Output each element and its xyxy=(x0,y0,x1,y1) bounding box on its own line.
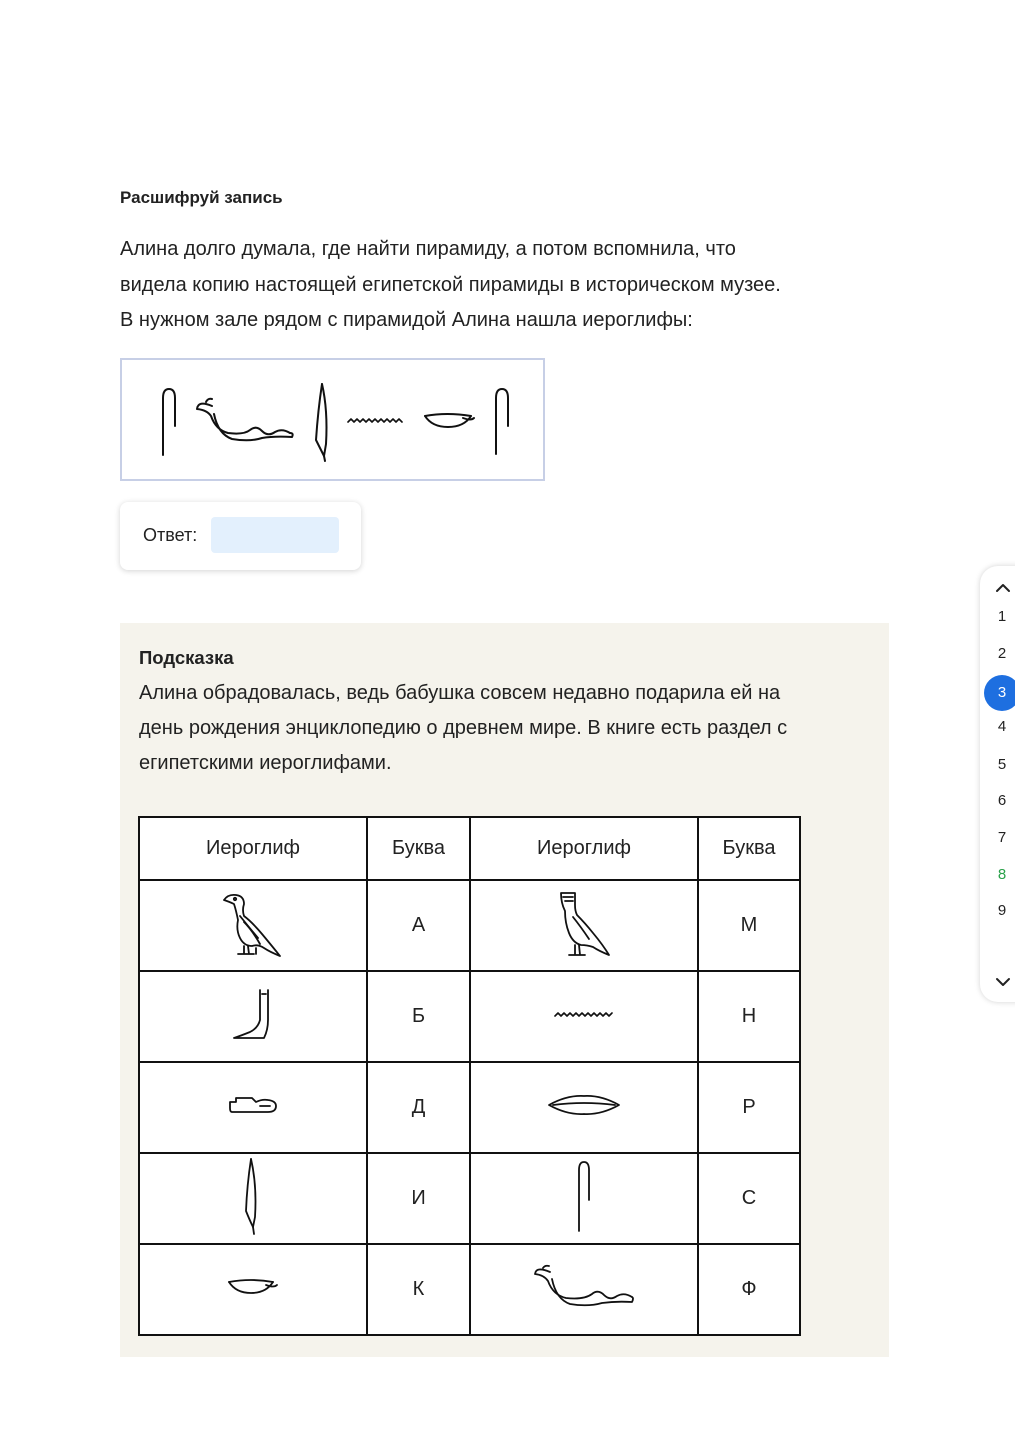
glyph-cell xyxy=(470,880,698,971)
table-row xyxy=(139,971,800,1062)
table-row xyxy=(139,1062,800,1153)
hint-text xyxy=(139,676,879,781)
table-row xyxy=(139,1244,800,1335)
table-row xyxy=(139,1153,800,1244)
basket-glyph xyxy=(226,1276,280,1298)
nav-item-4[interactable]: 4 xyxy=(997,718,1007,735)
letter-cell: Б xyxy=(367,971,470,1062)
answer-card xyxy=(120,502,361,570)
hieroglyph-inscription xyxy=(120,358,545,481)
foot-glyph xyxy=(230,986,276,1042)
nav-item-6[interactable]: 6 xyxy=(997,792,1007,809)
letter-cell: М xyxy=(698,880,800,971)
nav-item-9[interactable]: 9 xyxy=(997,902,1007,919)
letter-cell: К xyxy=(367,1244,470,1335)
mouth-glyph xyxy=(547,1093,621,1117)
task-text-line: Алина долго думала, где найти пирамиду, а потом вспомнила, что xyxy=(120,238,736,260)
glyph-cell xyxy=(139,971,367,1062)
glyph-cell xyxy=(139,1244,367,1335)
hint-text-line: день рождения энциклопедию о древнем мире. В книге есть раздел с xyxy=(139,717,788,739)
chevron-up-icon[interactable] xyxy=(991,576,1015,600)
column-header: Иероглиф xyxy=(470,817,698,880)
nav-item-3[interactable]: 3 xyxy=(984,675,1015,711)
glyph-cell xyxy=(139,1153,367,1244)
vulture-glyph xyxy=(218,886,288,960)
horned-viper-glyph xyxy=(197,399,293,440)
letter-cell: И xyxy=(367,1153,470,1244)
horned-viper-glyph xyxy=(534,1264,634,1310)
letter-cell: Н xyxy=(698,971,800,1062)
nav-item-2[interactable]: 2 xyxy=(997,645,1007,662)
letter-cell: Ф xyxy=(698,1244,800,1335)
column-header: Буква xyxy=(367,817,470,880)
folded-cloth-glyph xyxy=(572,1158,596,1234)
letter-cell: С xyxy=(698,1153,800,1244)
owl-glyph xyxy=(553,887,615,959)
letter-cell: Р xyxy=(698,1062,800,1153)
folded-cloth-glyph xyxy=(496,389,508,454)
letter-cell: Д xyxy=(367,1062,470,1153)
reed-glyph xyxy=(241,1155,265,1237)
glyph-cell xyxy=(470,971,698,1062)
nav-item-1[interactable]: 1 xyxy=(997,608,1007,625)
glyph-cell xyxy=(139,1062,367,1153)
hint-text-line: египетскими иероглифами. xyxy=(139,752,392,774)
task-title: Расшифруй запись xyxy=(120,188,283,207)
nav-item-5[interactable]: 5 xyxy=(997,756,1007,773)
water-ripple-glyph xyxy=(553,1008,615,1022)
column-header: Буква xyxy=(698,817,800,880)
letter-cell: А xyxy=(367,880,470,971)
hand-glyph xyxy=(226,1092,280,1118)
water-ripple-glyph xyxy=(348,419,402,422)
glyph-cell xyxy=(139,880,367,971)
table-row xyxy=(139,880,800,971)
task-text-line: В нужном зале рядом с пирамидой Алина нашла иероглифы: xyxy=(120,309,693,331)
column-header: Иероглиф xyxy=(139,817,367,880)
glyph-cell xyxy=(470,1062,698,1153)
glyph-cell xyxy=(470,1153,698,1244)
cipher-table xyxy=(138,816,801,1336)
folded-cloth-glyph xyxy=(163,389,175,455)
task-text xyxy=(120,232,880,339)
reed-glyph xyxy=(316,384,327,461)
nav-item-8[interactable]: 8 xyxy=(997,866,1007,883)
task-navigator xyxy=(980,566,1015,1002)
task-text-line: видела копию настоящей египетской пирамиды в историческом музее. xyxy=(120,273,781,296)
hint-title: Подсказка xyxy=(139,647,234,668)
answer-label: Ответ: xyxy=(143,525,198,545)
glyph-cell xyxy=(470,1244,698,1335)
answer-input[interactable] xyxy=(211,517,339,553)
table-header-row xyxy=(139,817,800,880)
hint-text-line: Алина обрадовалась, ведь бабушка совсем недавно подарила ей на xyxy=(139,682,781,704)
hint-panel xyxy=(120,623,889,1357)
chevron-down-icon[interactable] xyxy=(991,970,1015,994)
mouth-glyph xyxy=(425,414,474,427)
nav-item-7[interactable]: 7 xyxy=(997,829,1007,846)
